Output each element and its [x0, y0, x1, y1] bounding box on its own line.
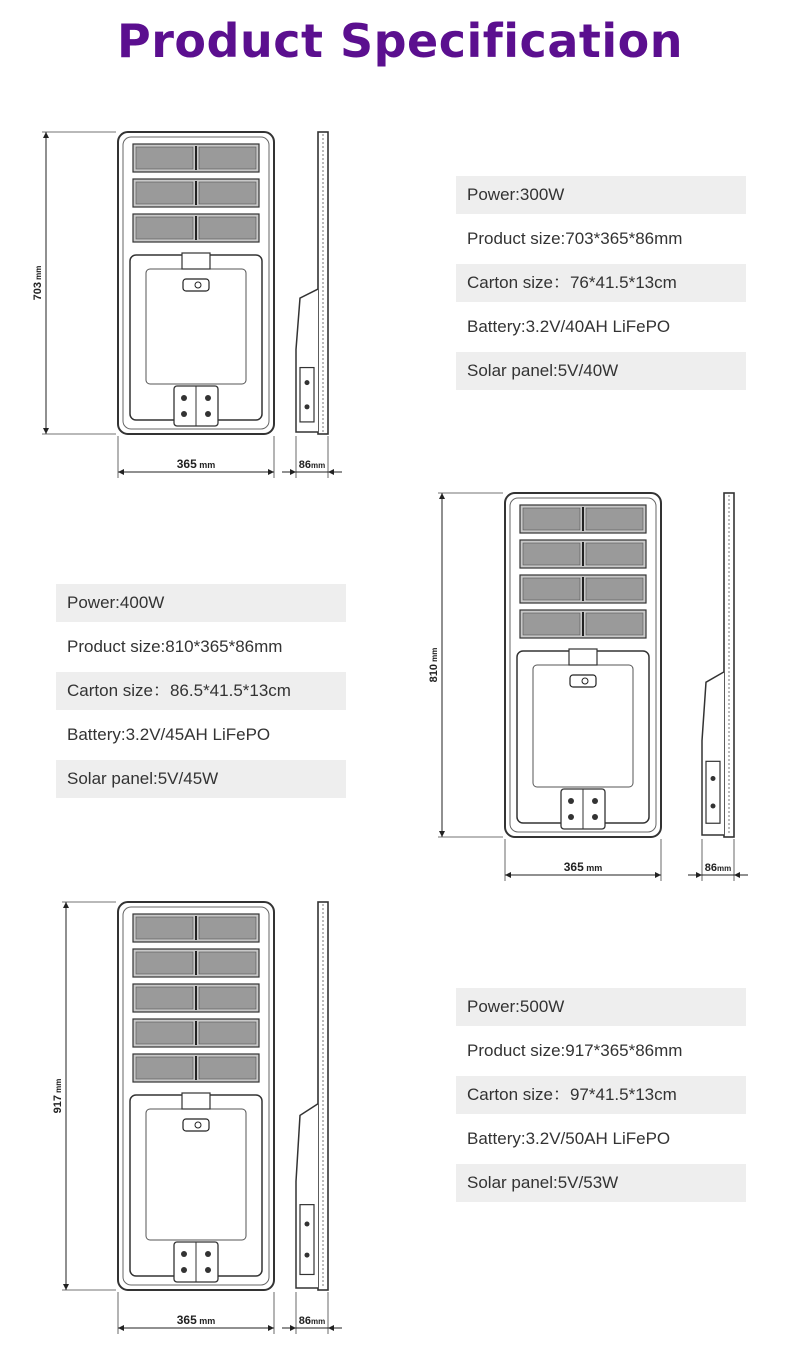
bolt [205, 395, 211, 401]
sensor-icon [570, 675, 596, 687]
bolt [568, 798, 574, 804]
spec-power: Power:300W [456, 176, 746, 214]
product-500w-drawing [40, 892, 360, 1352]
spec-solar-panel: Solar panel:5V/45W [56, 760, 346, 798]
depth-dimension-label: 86mm [298, 1315, 326, 1327]
led-panel [133, 144, 259, 172]
depth-dimension-label: 86mm [704, 862, 732, 874]
bolt [305, 380, 310, 385]
spec-carton-size: Carton size：76*41.5*13cm [456, 264, 746, 302]
led-panel [133, 1019, 259, 1047]
spec-power: Power:400W [56, 584, 346, 622]
bolt [181, 411, 187, 417]
front-view [118, 132, 274, 434]
mount-bracket [174, 386, 218, 426]
bolt [181, 1267, 187, 1273]
bolt [568, 814, 574, 820]
width-dimension-label: 365 mm [176, 1313, 216, 1327]
product-300w-drawing [30, 120, 350, 490]
bolt [592, 798, 598, 804]
led-panel [133, 179, 259, 207]
led-panel [520, 505, 646, 533]
bolt [181, 1251, 187, 1257]
led-panel [133, 984, 259, 1012]
bolt [205, 1251, 211, 1257]
product-400w-drawing [420, 485, 780, 895]
sensor-icon [183, 1119, 209, 1131]
sensor-box [182, 1093, 210, 1109]
mount-bracket [174, 1242, 218, 1282]
led-panel [520, 540, 646, 568]
spec-product-size: Product size:810*365*86mm [67, 637, 283, 656]
bolt [181, 395, 187, 401]
led-panel [133, 214, 259, 242]
spec-carton-size: Carton size：97*41.5*13cm [456, 1076, 746, 1114]
spec-solar-panel: Solar panel:5V/53W [456, 1164, 746, 1202]
led-panel [520, 610, 646, 638]
led-panel [133, 1054, 259, 1082]
bolt [592, 814, 598, 820]
bolt [205, 411, 211, 417]
spec-product-size: Product size:917*365*86mm [467, 1041, 683, 1060]
front-view [505, 493, 661, 837]
bolt [305, 404, 310, 409]
spec-table-400w [56, 584, 346, 804]
sensor-box [182, 253, 210, 269]
side-view [702, 493, 734, 837]
spec-power: Power:500W [456, 988, 746, 1026]
spec-battery: Battery:3.2V/50AH LiFePO [467, 1129, 671, 1148]
depth-dimension-label: 86mm [298, 459, 326, 471]
bolt [205, 1267, 211, 1273]
spec-solar-panel: Solar panel:5V/40W [456, 352, 746, 390]
height-dimension-label: 703 mm [32, 265, 44, 301]
page-title: Product Specification [117, 14, 683, 68]
mount-bracket [561, 789, 605, 829]
led-panel [133, 949, 259, 977]
spec-battery: Battery:3.2V/40AH LiFePO [467, 317, 671, 336]
side-view [296, 902, 328, 1290]
spec-table-500w [456, 988, 746, 1208]
sensor-icon [183, 279, 209, 291]
bolt [305, 1222, 310, 1227]
front-view [118, 902, 274, 1290]
width-dimension-label: 365 mm [176, 457, 216, 471]
bolt [711, 776, 716, 781]
sensor-box [569, 649, 597, 665]
width-dimension-label: 365 mm [563, 860, 603, 874]
height-dimension-label: 810 mm [428, 647, 440, 683]
led-panel [520, 575, 646, 603]
spec-carton-size: Carton size：86.5*41.5*13cm [56, 672, 346, 710]
side-view [296, 132, 328, 434]
spec-battery: Battery:3.2V/45AH LiFePO [67, 725, 271, 744]
bolt [711, 804, 716, 809]
height-dimension-label: 917 mm [52, 1078, 64, 1114]
spec-table-300w [456, 176, 746, 396]
spec-product-size: Product size:703*365*86mm [467, 229, 683, 248]
bolt [305, 1253, 310, 1258]
led-panel [133, 914, 259, 942]
